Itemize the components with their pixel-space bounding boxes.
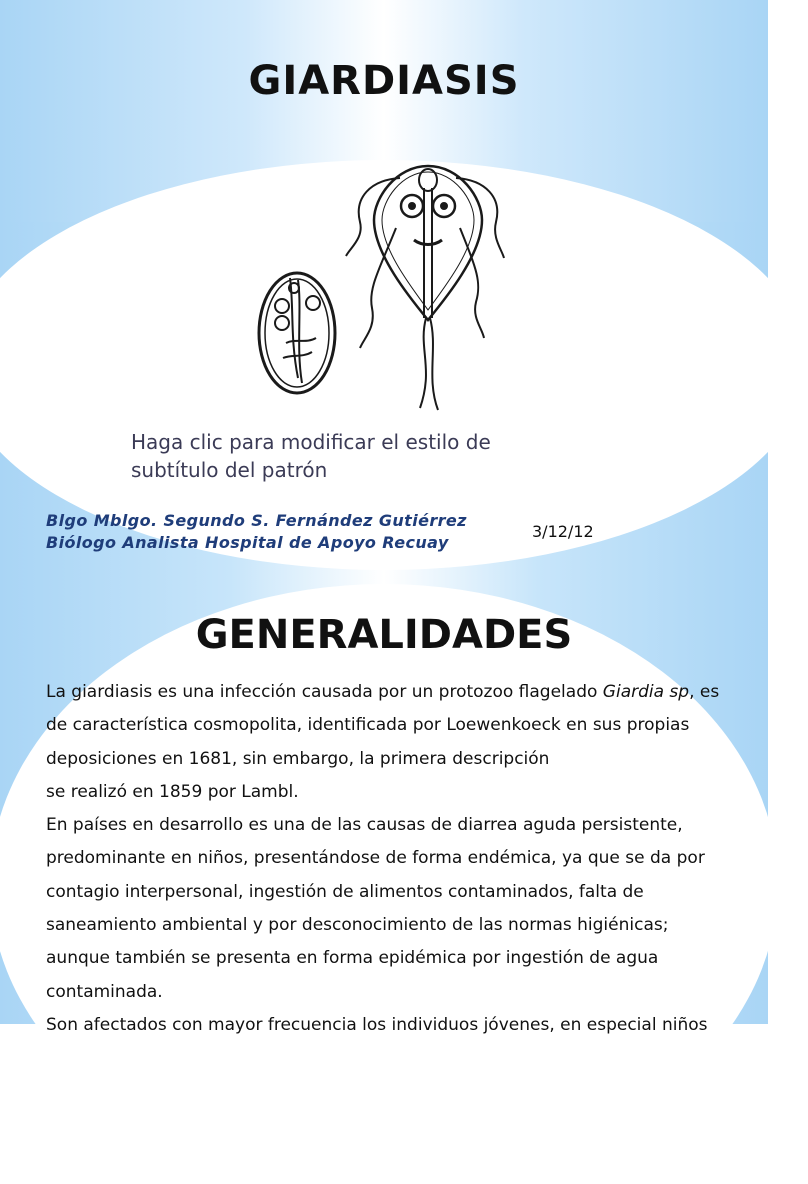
author-block <box>46 510 506 554</box>
paragraph-line: contaminada. <box>46 981 163 1002</box>
slide-subtitle-placeholder[interactable] <box>131 428 551 484</box>
text-run: , es <box>689 682 720 702</box>
slide-giardiasis-title <box>0 0 768 574</box>
paragraph-line: predominante en niños, presentándose de forma endémica, ya que se da por <box>46 848 705 869</box>
italic-species-name: Giardia sp <box>602 682 690 702</box>
slide-date: 3/12/12 <box>532 522 594 541</box>
author-position: Biólogo Analista Hospital de Apoyo Recuay <box>46 533 449 552</box>
paragraph-line: contagio interpersonal, ingestión de alimentos contaminados, falta de <box>46 881 644 902</box>
paragraph-line: de característica cosmopolita, identificada por Loewenkoeck en sus propias <box>46 715 690 736</box>
paragraph-line: aunque también se presenta en forma epidémica por ingestión de agua <box>46 948 659 969</box>
slide-title: GENERALIDADES <box>195 612 573 658</box>
giardia-illustration-image <box>250 158 512 414</box>
paragraph-line: se realizó en 1859 por Lambl. <box>46 781 299 802</box>
subtitle-line-1: Haga clic para modificar el estilo de <box>131 430 491 454</box>
paragraph-line: saneamiento ambiental y por desconocimiento de las normas higiénicas; <box>46 915 669 936</box>
slide-body-text <box>46 676 736 1042</box>
subtitle-line-2: subtítulo del patrón <box>131 458 328 482</box>
paragraph-line: deposiciones en 1681, sin embargo, la primera descripción <box>46 748 550 769</box>
slide-title: GIARDIASIS <box>248 58 520 104</box>
text-run: La giardiasis es una infección causada por un protozoo flagelado <box>46 682 603 702</box>
slide-generalidades <box>0 574 768 1035</box>
paragraph-line: Son afectados con mayor frecuencia los individuos jóvenes, en especial niños <box>46 1014 708 1035</box>
author-name: Blgo Mblgo. Segundo S. Fernández Gutiérrez <box>46 511 467 530</box>
paragraph-line <box>46 676 736 709</box>
paragraph-line: En países en desarrollo es una de las causas de diarrea aguda persistente, <box>46 815 683 836</box>
